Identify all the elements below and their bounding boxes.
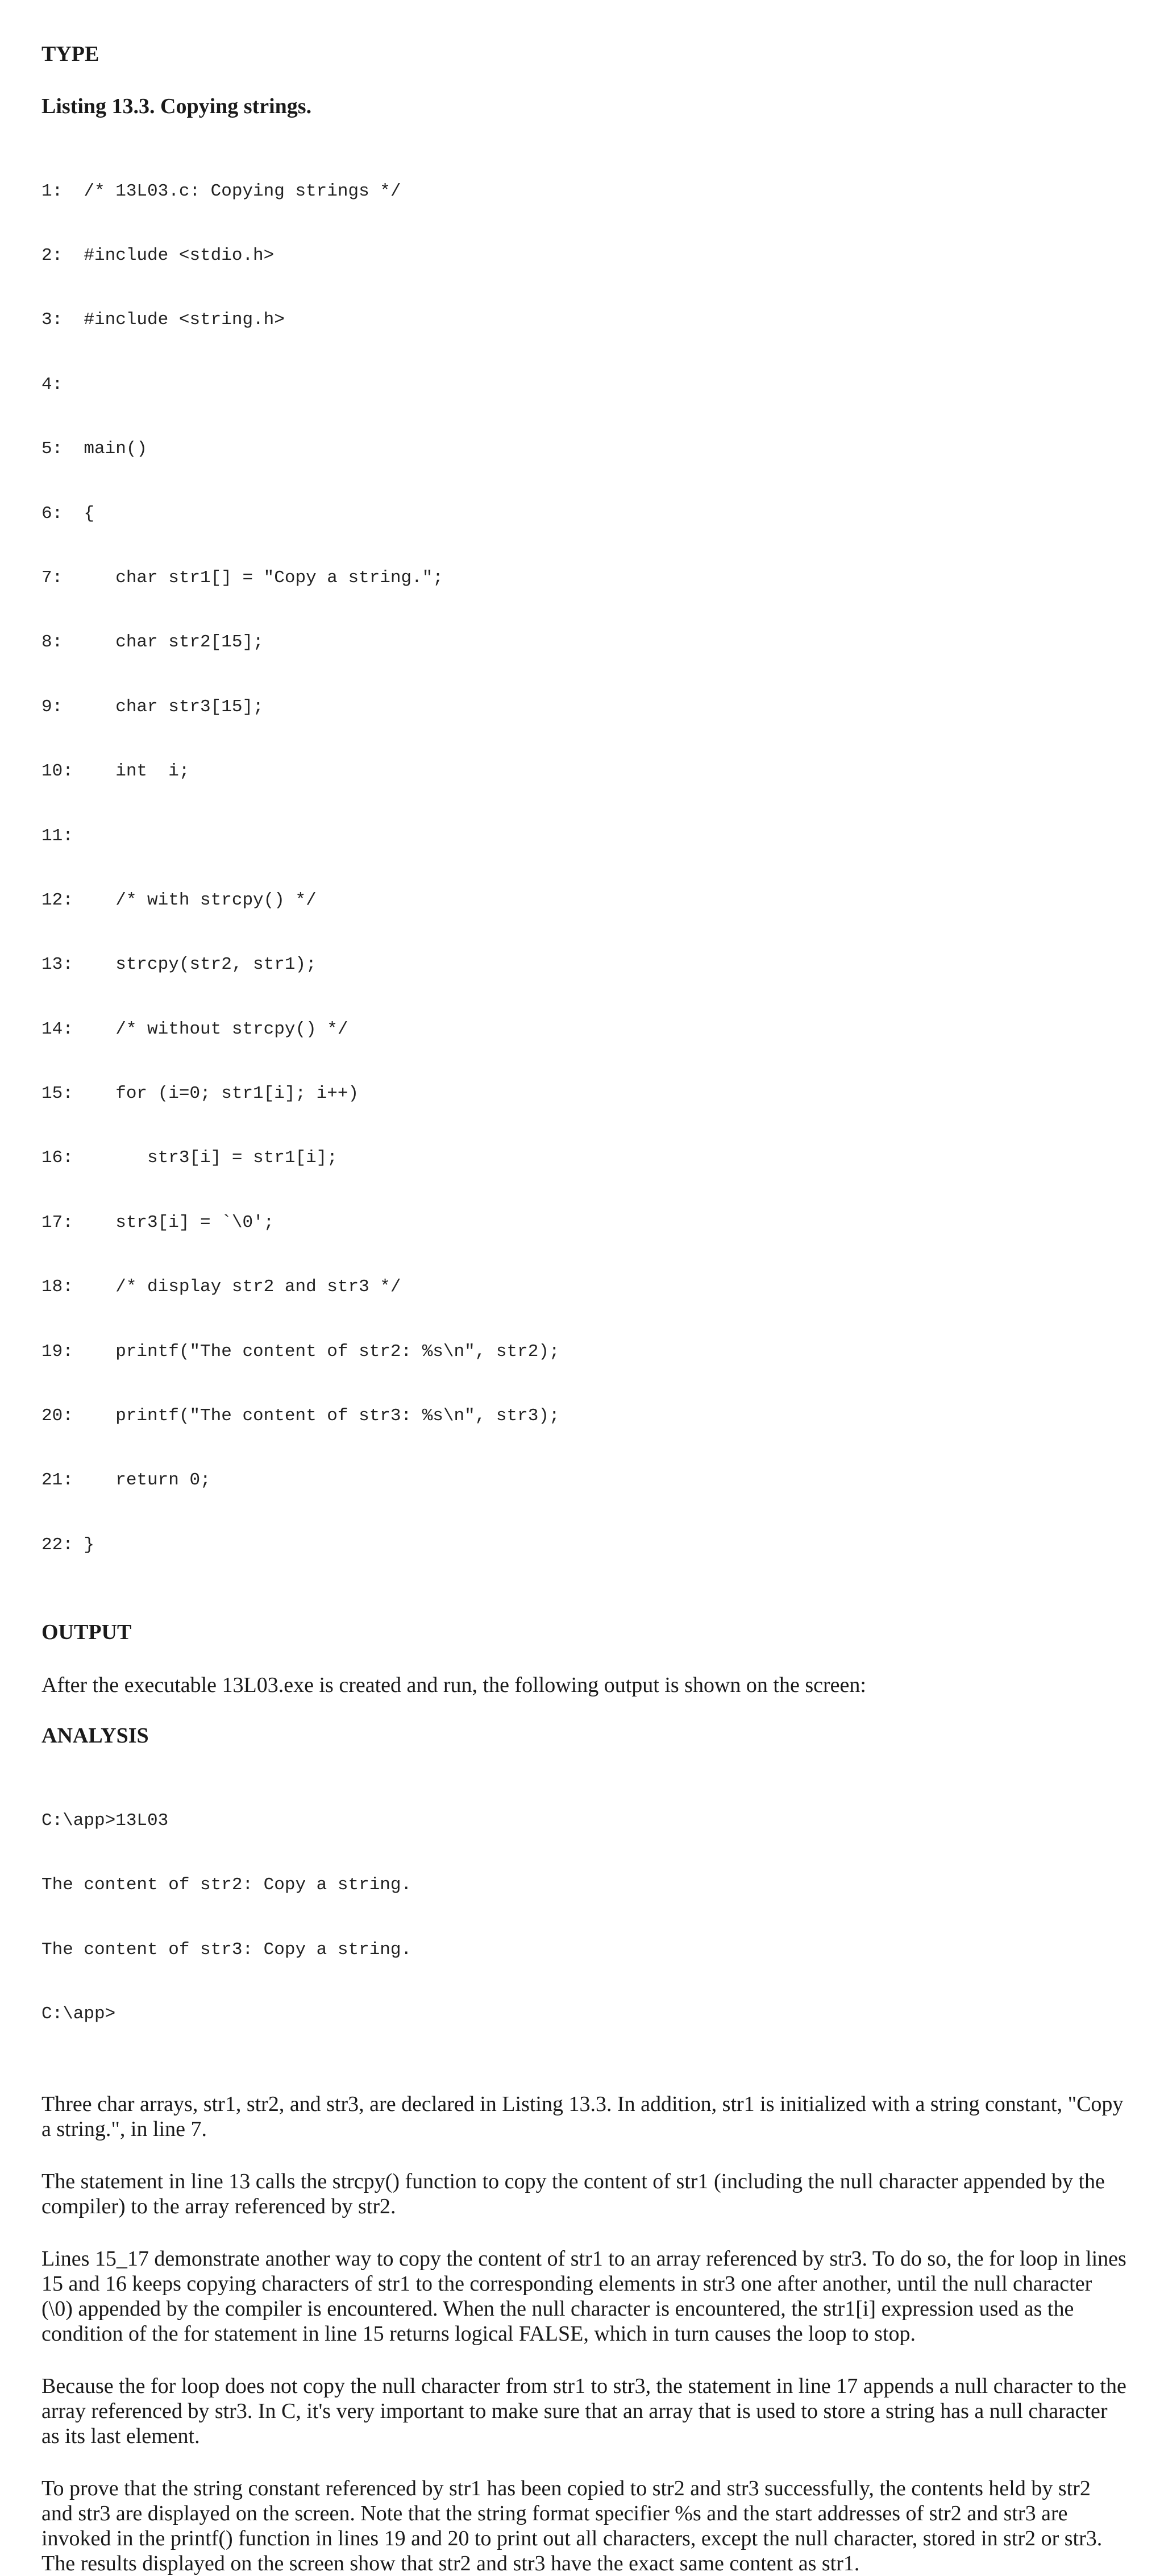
code-line: 21: return 0; <box>41 1470 211 1491</box>
analysis-paragraph: Lines 15_17 demonstrate another way to copy the content of str1 to an array referenced by str3. To do so, the for loop in lines 15 and 16 keeps copying characters of str1 to the corresponding elements in str3 one after another, until the null character (\0) appended by the compiler is encountered. When the null character is encountered, the str1[i] expression used as the condition of the for statement in line 15 returns logical FALSE, which in turn causes the loop to stop. <box>41 2247 1126 2346</box>
code-line: 17: str3[i] = `\0'; <box>41 1212 275 1233</box>
code-line: 5: main() <box>41 439 148 459</box>
analysis-heading: ANALYSIS <box>41 1724 149 1748</box>
code-listing <box>41 138 1133 1599</box>
code-line: 2: #include <stdio.h> <box>41 245 275 266</box>
type-heading: TYPE <box>41 42 99 66</box>
console-line: C:\app> <box>41 2003 116 2024</box>
code-line: 10: int i; <box>41 761 190 782</box>
console-line: C:\app>13L03 <box>41 1810 169 1831</box>
document-page <box>41 35 1133 2576</box>
console-line: The content of str2: Copy a string. <box>41 1875 412 1895</box>
analysis-paragraph: To prove that the string constant referenced by str1 has been copied to str2 and str3 successfully, the contents held by str2 and str3 are displayed on the screen. Note that the string format specifier %s and the start addresses of str2 and str3 are invoked in the printf() function in lines 19 and 20 to print out all characters, except the null character, stored in str2 or str3. The results displayed on the screen show that str2 and str3 have the exact same content as str1. <box>41 2477 1103 2576</box>
code-line: 4: <box>41 374 63 395</box>
code-line: 3: #include <string.h> <box>41 310 285 330</box>
code-line: 16: str3[i] = str1[i]; <box>41 1148 338 1168</box>
code-line: 19: printf("The content of str2: %s\n", str2); <box>41 1341 560 1362</box>
output-heading: OUTPUT <box>41 1620 132 1645</box>
code-line: 13: strcpy(str2, str1); <box>41 955 317 975</box>
analysis-paragraph: Three char arrays, str1, str2, and str3, are declared in Listing 13.3. In addition, str1 is initialized with a string constant, "Copy a string.", in line 7. <box>41 2092 1124 2142</box>
code-line: 8: char str2[15]; <box>41 632 264 653</box>
console-output <box>41 1767 1133 2068</box>
analysis-paragraph: Because the for loop does not copy the null character from str1 to str3, the statement in line 17 appends a null character to the array referenced by str3. In C, it's very important to make sure that an array that is used to store a string has a null character as its last element. <box>41 2374 1126 2449</box>
code-line: 1: /* 13L03.c: Copying strings */ <box>41 181 401 201</box>
code-line: 9: char str3[15]; <box>41 696 264 717</box>
listing-title: Listing 13.3. Copying strings. <box>41 94 312 118</box>
code-line: 20: printf("The content of str3: %s\n", str3); <box>41 1406 560 1426</box>
code-line: 14: /* without strcpy() */ <box>41 1019 348 1039</box>
code-line: 6: { <box>41 503 95 524</box>
console-line: The content of str3: Copy a string. <box>41 1939 412 1960</box>
code-line: 11: <box>41 826 73 846</box>
code-line: 7: char str1[] = "Copy a string."; <box>41 567 443 588</box>
code-line: 12: /* with strcpy() */ <box>41 890 317 910</box>
code-line: 18: /* display str2 and str3 */ <box>41 1277 401 1297</box>
code-line: 15: for (i=0; str1[i]; i++) <box>41 1084 359 1104</box>
code-line: 22: } <box>41 1534 95 1555</box>
analysis-paragraph: The statement in line 13 calls the strcpy() function to copy the content of str1 (including the null character appended by the compiler) to the array referenced by str2. <box>41 2170 1105 2219</box>
output-intro-text: After the executable 13L03.exe is created and run, the following output is shown on the screen: <box>41 1673 866 1698</box>
